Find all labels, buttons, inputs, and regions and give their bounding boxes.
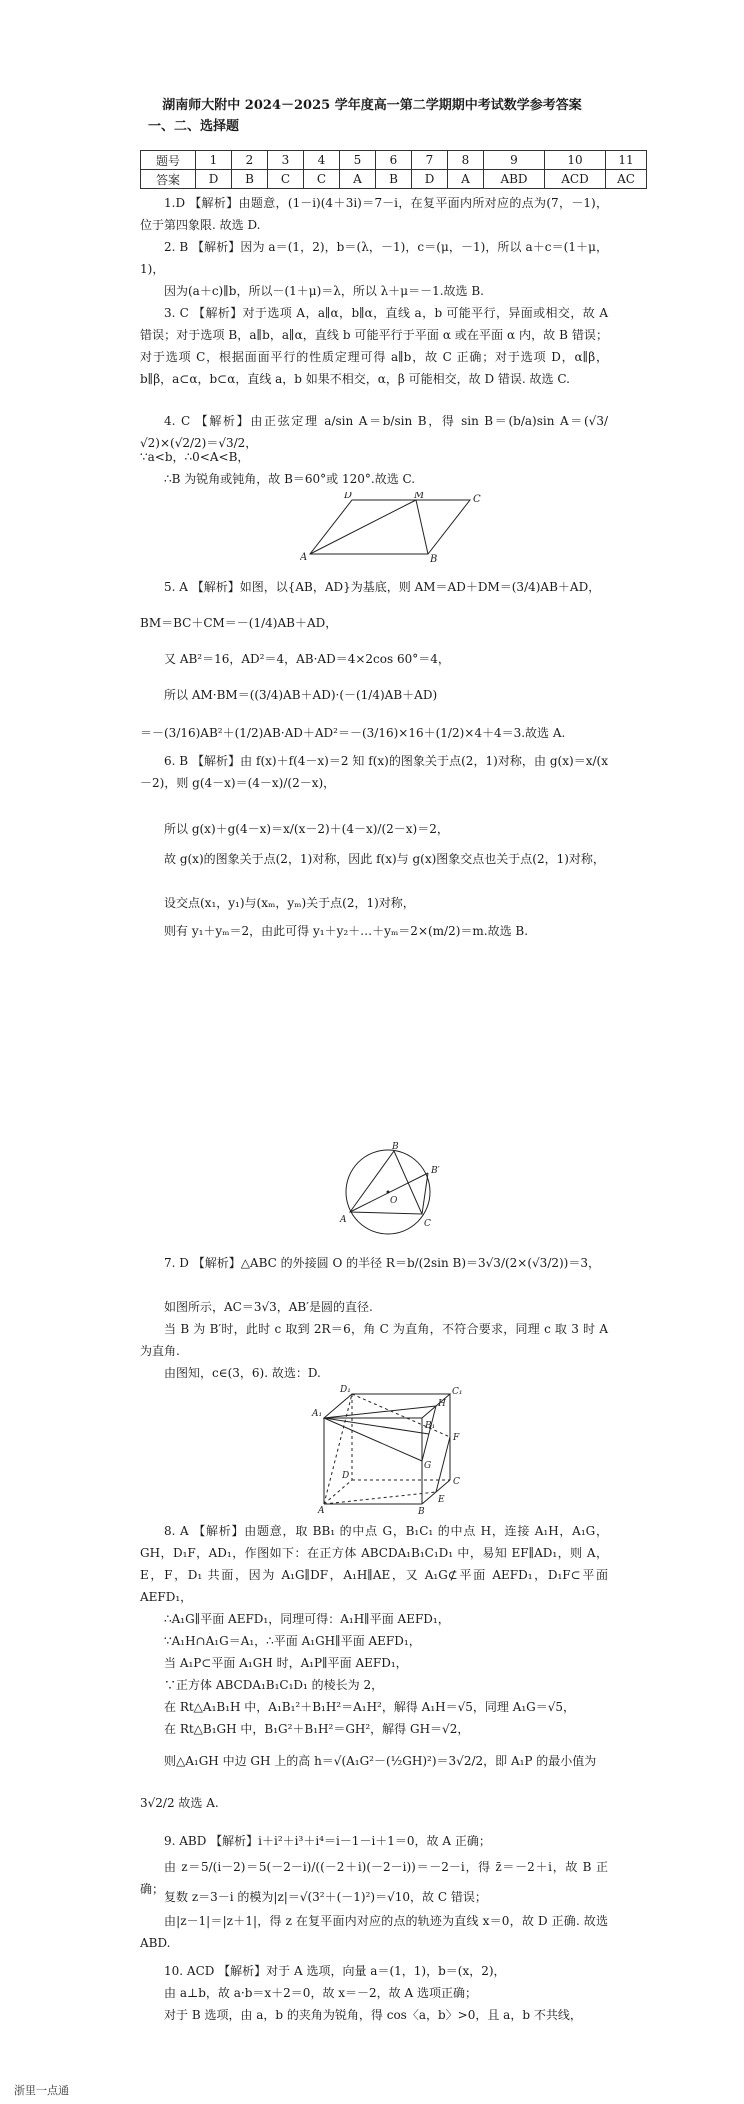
solution-q6-line3: 故 g(x)的图象关于点(2，1)对称，因此 f(x)与 g(x)图象交点也关于点(2，1)对称， (164, 852, 605, 866)
solution-q5-line1: 5. A 【解析】如图，以{AB，AD}为基底，则 AM＝AD＋DM＝(3/4)AB＋AD， (164, 580, 601, 594)
solution-q8-line6: 在 Rt△A₁B₁H 中，A₁B₁²＋B₁H²＝A₁H²，解得 A₁H＝√5，同理 A₁G＝√5， (164, 1700, 576, 1714)
table-cell: A (340, 170, 376, 189)
segment-am (310, 500, 416, 554)
label-h: H (438, 1399, 446, 1409)
table-cell: 9 (484, 151, 545, 170)
table-cell: 10 (545, 151, 606, 170)
solution-q7-line2: 如图所示，AC＝3√3，AB′是圆的直径. (164, 1300, 373, 1314)
table-cell: ACD (545, 170, 606, 189)
solution-q7-line4: 由图知，c∈(3，6). 故选：D. (164, 1366, 321, 1380)
label-a: A (300, 552, 308, 563)
edge-ad (324, 1480, 352, 1504)
label-c: C (424, 1219, 431, 1229)
table-cell: ABD (484, 170, 545, 189)
solution-q5-line2: BM＝BC＋CM＝－(1/4)AB＋AD， (140, 616, 338, 630)
solution-q10-line3: 对于 B 选项，由 a，b 的夹角为锐角，得 cos〈a，b〉>0，且 a，b 不共线， (164, 2008, 582, 2022)
solution-q8-line4: 当 A₁P⊂平面 A₁GH 时，A₁P∥平面 AEFD₁， (164, 1656, 408, 1670)
solution-q6-line5: 则有 y₁＋yₘ＝2，由此可得 y₁＋y₂＋…＋yₘ＝2×(m/2)＝m.故选 B. (164, 924, 529, 938)
footer-watermark: 浙里一点通 (14, 2084, 69, 2097)
solution-q7-line1: 7. D 【解析】△ABC 的外接圆 O 的半径 R＝b/(2sin B)＝3√3/(2×(√3/2))＝3， (164, 1256, 600, 1270)
segment-ae (324, 1492, 436, 1504)
solution-q10-line1: 10. ACD 【解析】对于 A 选项，向量 a＝(1，1)，b＝(x，2)， (164, 1964, 506, 1978)
solution-q5-line5: ＝－(3/16)AB²＋(1/2)AB·AD＋AD²＝－(3/16)×16＋(1/2)×4＋4＝3.故选 A. (140, 726, 566, 740)
solution-q10-line2: 由 a⊥b，故 a·b＝x＋2＝0，故 x＝－2，故 A 选项正确； (164, 1986, 477, 2000)
solution-q4-line3: ∴B 为锐角或钝角，故 B＝60°或 120°.故选 C. (164, 472, 416, 486)
table-cell: 4 (304, 151, 340, 170)
solution-q9-line2: 由 z＝5/(i－2)＝5(－2－i)/((－2＋i)(－2－i))＝－2－i，得 z̄＝－2＋i，故 B 正确； (140, 1860, 608, 1896)
label-a: A (318, 1506, 325, 1514)
parallelogram-outline (310, 500, 470, 554)
table-cell: 5 (340, 151, 376, 170)
solution-q8-line7: 在 Rt△B₁GH 中，B₁G²＋B₁H²＝GH²，解得 GH＝√2， (164, 1722, 470, 1736)
table-cell: B (232, 170, 268, 189)
label-d: D (344, 492, 353, 501)
label-d: D (342, 1471, 350, 1481)
table-cell: 7 (412, 151, 448, 170)
parallelogram-figure (300, 492, 490, 564)
answer-table-number-row (141, 151, 647, 170)
circumcircle-figure (336, 1140, 446, 1250)
label-b: B (430, 554, 438, 564)
solution-q9-line4: 由|z－1|＝|z＋1|，得 z 在复平面内对应的点的轨迹为直线 x＝0，故 D 正确. 故选 ABD. (140, 1914, 608, 1950)
solution-q8-line1: 8. A 【解析】由题意，取 BB₁ 的中点 G，B₁C₁ 的中点 H，连接 A₁H，A₁G，GH，D₁F，AD₁，作图如下：在正方体 ABCDA₁B₁C₁D₁ 中，易知 EF∥AD₁，则 A，E，F，D₁ 共面，因为 A₁G∥DF，A₁H∥AE，又 A₁G⊄平面 AEFD₁，D₁F⊂平面 AEFD₁， (140, 1524, 608, 1604)
label-b-prime: B′ (431, 1166, 440, 1176)
label-e: E (438, 1495, 445, 1505)
solution-q8-line2: ∴A₁G∥平面 AEFD₁，同理可得：A₁H∥平面 AEFD₁， (164, 1612, 450, 1626)
solution-q5-line3: 又 AB²＝16，AD²＝4，AB·AD＝4×2cos 60°＝4， (164, 652, 450, 666)
label-b1: B₁ (425, 1421, 436, 1431)
table-cell: 3 (268, 151, 304, 170)
label-a1: A₁ (312, 1409, 323, 1419)
solution-q2-line1: 2. B 【解析】因为 a＝(1，2)，b＝(λ，－1)，c＝(μ，－1)，所以 a＋c＝(1＋μ，1)， (140, 240, 608, 276)
label-a: A (340, 1215, 347, 1225)
solution-q9-line1: 9. ABD 【解析】i＋i²＋i³＋i⁴＝i－1－i＋1＝0，故 A 正确； (164, 1834, 491, 1848)
table-cell: A (448, 170, 484, 189)
table-cell: 11 (606, 151, 647, 170)
table-cell: 1 (196, 151, 232, 170)
table-cell: C (268, 170, 304, 189)
label-g: G (424, 1461, 432, 1471)
label-f: F (453, 1433, 460, 1443)
answer-table (140, 150, 647, 189)
center-point (387, 1191, 390, 1194)
solution-q1: 1.D 【解析】由题意，(1－i)(4＋3i)＝7－i，在复平面内所对应的点为(7，－1)，位于第四象限. 故选 D. (140, 196, 608, 232)
solution-q8-line9: 3√2/2 故选 A. (140, 1796, 219, 1810)
answer-table-answer-row (141, 170, 647, 189)
label-m: M (414, 492, 425, 501)
solution-q3: 3. C 【解析】对于选项 A，a∥α，b∥α，直线 a，b 可能平行，异面或相交，故 A 错误；对于选项 B，a∥b，a∥α，直线 b 可能平行于平面 α 或在平面 α 内，故 B 错误；对于选项 C，根据面面平行的性质定理可得 a∥b，故 C 正确；对于选项 D，α∥β，b∥β，a⊂α，b⊂α，直线 a，b 如果不相交，α，β 可能相交，故 D 错误. 故选 C. (140, 306, 608, 386)
segment-bm (416, 500, 428, 554)
segment-d1f (352, 1394, 450, 1437)
table-cell: 6 (376, 151, 412, 170)
solution-q9-line3: 复数 z＝3－i 的模为|z|＝√(3²＋(－1)²)＝√10，故 C 错误； (164, 1890, 487, 1904)
table-cell: 8 (448, 151, 484, 170)
segment-a1g (324, 1418, 422, 1461)
table-cell: 题号 (141, 151, 196, 170)
segment-ef (436, 1437, 450, 1492)
label-c: C (473, 494, 481, 505)
top-face (324, 1394, 450, 1418)
table-cell: D (412, 170, 448, 189)
label-c1: C₁ (452, 1387, 463, 1397)
label-b: B (392, 1142, 399, 1152)
label-c: C (453, 1477, 460, 1487)
solution-q8-line5: ∵正方体 ABCDA₁B₁C₁D₁ 的棱长为 2， (164, 1678, 384, 1692)
table-cell: D (196, 170, 232, 189)
segment-a1h (324, 1406, 436, 1418)
solution-q6-line1: 6. B 【解析】由 f(x)＋f(4－x)＝2 知 f(x)的图象关于点(2，1)对称，由 g(x)＝x/(x－2)，则 g(4－x)＝(4－x)/(2－x)， (140, 754, 608, 790)
label-b: B (418, 1507, 425, 1514)
solution-q8-line8: 则△A₁GH 中边 GH 上的高 h＝√(A₁G²－(½GH)²)＝3√2/2，即 A₁P 的最小值为 (164, 1754, 597, 1768)
solution-q4-line1: 4. C 【解析】由正弦定理 a/sin A＝b/sin B，得 sin B＝(b/a)sin A＝(√3/√2)×(√2/2)＝√3/2， (140, 414, 608, 450)
solution-q6-line4: 设交点(x₁，y₁)与(xₘ，yₘ)关于点(2，1)对称， (164, 896, 415, 910)
solution-q6-line2: 所以 g(x)＋g(4－x)＝x/(x－2)＋(4－x)/(2－x)＝2， (164, 822, 449, 836)
solution-q4-line2: ∵a<b，∴0<A<B， (140, 450, 250, 464)
solution-q2-line2: 因为(a＋c)∥b，所以－(1＋μ)＝λ，所以 λ＋μ＝－1.故选 B. (164, 284, 484, 298)
page-title: 湖南师大附中 2024－2025 学年度高一第二学期期中考试数学参考答案 (162, 98, 582, 113)
segment-ad1 (324, 1394, 352, 1504)
solution-q7-line3: 当 B 为 B′时，此时 c 取到 2R＝6，角 C 为直角，不符合要求，同理 c 取 3 时 A 为直角. (140, 1322, 608, 1358)
table-cell: C (304, 170, 340, 189)
table-cell: AC (606, 170, 647, 189)
cube-figure (310, 1384, 470, 1514)
table-cell: 2 (232, 151, 268, 170)
solution-q8-line3: ∵A₁H∩A₁G＝A₁，∴平面 A₁GH∥平面 AEFD₁， (164, 1634, 421, 1648)
label-o: O (390, 1196, 398, 1206)
label-d1: D₁ (340, 1385, 351, 1395)
solution-q5-line4: 所以 AM·BM＝((3/4)AB＋AD)·(－(1/4)AB＋AD) (164, 688, 438, 702)
section-heading: 一、二、选择题 (148, 119, 240, 134)
table-cell: 答案 (141, 170, 196, 189)
table-cell: B (376, 170, 412, 189)
